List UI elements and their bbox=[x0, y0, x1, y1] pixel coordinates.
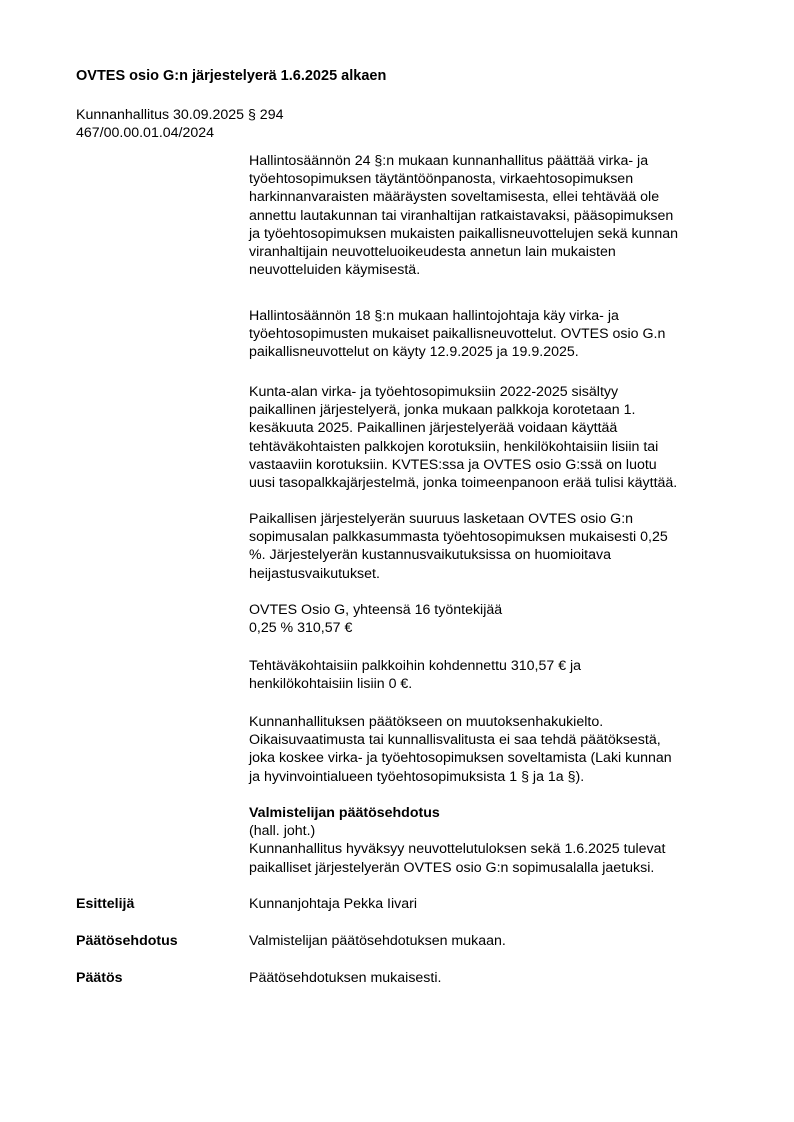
paragraph-employee-total bbox=[249, 601, 749, 637]
document-title: OVTES osio G:n järjestelyerä 1.6.2025 alkaen bbox=[76, 68, 387, 84]
proposal-author: (hall. joht.) bbox=[249, 823, 316, 840]
text-line: paikallinen järjestelyerä, jonka mukaan palkkoja korotetaan 1. bbox=[249, 402, 636, 419]
text-line: Paikallisen järjestelyerän suuruus lasketaan OVTES osio G:n bbox=[249, 511, 634, 527]
text-line: joka koskee virka- ja työehtosopimuksen soveltamista (Laki kunnan bbox=[249, 750, 672, 767]
text-line: kesäkuuta 2025. Paikallinen järjestelyerää voidaan käyttää bbox=[249, 420, 618, 437]
paragraph-allowance-size bbox=[249, 510, 749, 583]
text-line: Kunnanhallituksen päätökseen on muutoksenhakukielto. bbox=[249, 714, 604, 730]
text-line: heijastusvaikutukset. bbox=[249, 565, 380, 582]
meeting-line: Kunnanhallitus 30.09.2025 § 294 bbox=[76, 107, 284, 123]
text-line: vastaaviin korotuksiin. KVTES:ssa ja OVTES osio G:ssä on luotu bbox=[249, 456, 657, 473]
text-line: annettu lautakunnan tai viranhaltijan ratkaistavaksi, pääsopimuksen bbox=[249, 207, 674, 224]
proposal-heading: Valmistelijan päätösehdotus bbox=[249, 805, 440, 821]
text-line: ja hyvinvointialueen työehtosopimuksista 1 § ja 1a §). bbox=[249, 768, 585, 785]
text-line: sopimusalan palkkasummasta työehtosopimuksen mukaisesti 0,25 bbox=[249, 529, 668, 546]
text-line: harkinnanvaraisten määräysten soveltamisesta, ellei tehtävää ole bbox=[249, 189, 660, 206]
text-line: henkilökohtaisiin lisiin 0 €. bbox=[249, 676, 413, 693]
text-line: Oikaisuvaatimusta tai kunnallisvalitusta ei saa tehdä päätöksestä, bbox=[249, 732, 661, 749]
text-line: työehtosopimusten mukaiset paikallisneuvottelut. OVTES osio G.n bbox=[249, 326, 666, 343]
text-line: 0,25 % 310,57 € bbox=[249, 620, 353, 637]
text-line: Kunta-alan virka- ja työehtosopimuksiin 2022-2025 sisältyy bbox=[249, 384, 619, 400]
presenter-label: Esittelijä bbox=[76, 896, 135, 912]
decision-value: Päätösehdotuksen mukaisesti. bbox=[249, 970, 442, 986]
paragraph-administrative-rule-24 bbox=[249, 152, 749, 279]
paragraph-local-allowance bbox=[249, 383, 749, 492]
decision-label: Päätös bbox=[76, 970, 123, 986]
text-line: paikalliset järjestelyerän OVTES osio G:n sopimusalalla jaetuksi. bbox=[249, 859, 655, 876]
paragraph-appeal-prohibition bbox=[249, 713, 749, 786]
text-line: Kunnanhallitus hyväksyy neuvottelutuloksen sekä 1.6.2025 tulevat bbox=[249, 841, 666, 858]
text-line: Hallintosäännön 18 §:n mukaan hallintojohtaja käy virka- ja bbox=[249, 308, 619, 324]
text-line: neuvotteluiden käymisestä. bbox=[249, 262, 421, 279]
meeting-info bbox=[76, 106, 283, 142]
decision-proposal-value: Valmistelijan päätösehdotuksen mukaan. bbox=[249, 933, 506, 949]
diary-number: 467/00.00.01.04/2024 bbox=[76, 125, 215, 141]
paragraph-allocation bbox=[249, 657, 749, 693]
text-line: viranhaltijain neuvotteluoikeudesta annetun lain mukaisten bbox=[249, 244, 616, 261]
text-line: paikallisneuvottelut on käyty 12.9.2025 ja 19.9.2025. bbox=[249, 344, 579, 361]
text-line: %. Järjestelyerän kustannusvaikutuksissa on huomioitava bbox=[249, 547, 611, 564]
text-line: ja työehtosopimuksen mukaisten paikallisneuvottelujen sekä kunnan bbox=[249, 225, 679, 242]
preparer-proposal bbox=[249, 804, 749, 877]
text-line: uusi tasopalkkajärjestelmä, jonka toimeenpanoon erää tulisi käyttää. bbox=[249, 475, 678, 492]
text-line: Tehtäväkohtaisiin palkkoihin kohdennettu 310,57 € ja bbox=[249, 658, 582, 674]
text-line: Hallintosäännön 24 §:n mukaan kunnanhallitus päättää virka- ja bbox=[249, 153, 649, 169]
text-line: työehtosopimuksen täytäntöönpanosta, virkaehtosopimuksen bbox=[249, 171, 634, 188]
decision-proposal-label: Päätösehdotus bbox=[76, 933, 178, 949]
text-line: OVTES Osio G, yhteensä 16 työntekijää bbox=[249, 602, 503, 618]
paragraph-administrative-rule-18 bbox=[249, 307, 749, 362]
presenter-value: Kunnanjohtaja Pekka Iivari bbox=[249, 896, 417, 912]
text-line: tehtäväkohtaisten palkkojen korotuksiin, henkilökohtaisiin lisiin tai bbox=[249, 438, 659, 455]
